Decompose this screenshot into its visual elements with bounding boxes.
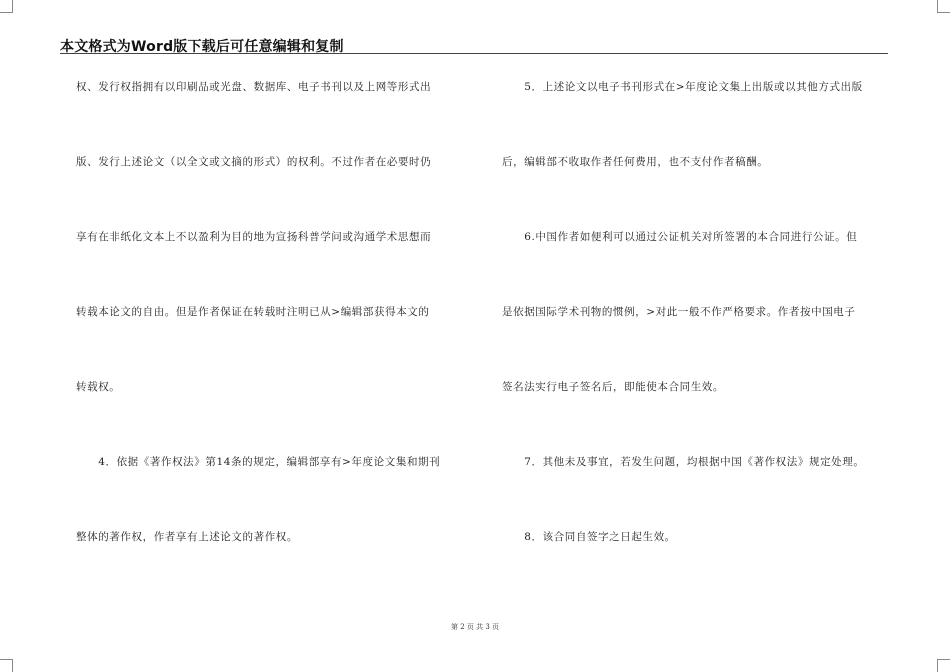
text-line: 5．上述论文以电子书刊形式在>年度论文集上出版或以其他方式出版 bbox=[502, 81, 863, 93]
crop-mark-bottom-left bbox=[0, 659, 13, 672]
text-line: 后，编辑部不收取作者任何费用，也不支付作者稿酬。 bbox=[502, 156, 769, 168]
crop-mark-bottom-right bbox=[937, 659, 950, 672]
text-line: 享有在非纸化文本上不以盈利为目的地为宣扬科普学问或沟通学术思想而 bbox=[76, 231, 432, 243]
text-line: 权、发行权指拥有以印刷品或光盘、数据库、电子书刊以及上网等形式出 bbox=[76, 81, 432, 93]
page-header-title: 本文格式为Word版下载后可任意编辑和复制 bbox=[60, 39, 344, 55]
page-number: 第 2 页 共 3 页 bbox=[450, 623, 500, 631]
text-line: 版、发行上述论文（以全文或文摘的形式）的权利。不过作者在必要时仍 bbox=[76, 156, 432, 168]
text-line: 4．依据《著作权法》第14条的规定，编辑部享有>年度论文集和期刊 bbox=[76, 456, 441, 468]
text-line: 转载本论文的自由。但是作者保证在转载时注明已从>编辑部获得本文的 bbox=[76, 306, 430, 318]
header-divider bbox=[60, 53, 888, 54]
text-line: 7．其他未及事宜，若发生问题，均根据中国《著作权法》规定处理。 bbox=[502, 456, 865, 468]
text-line: 6.中国作者如便利可以通过公证机关对所签署的本合同进行公证。但 bbox=[502, 231, 858, 243]
text-line: 8．该合同自签字之日起生效。 bbox=[502, 531, 676, 543]
crop-mark-top-left bbox=[0, 0, 13, 13]
text-line: 签名法实行电子签名后，即能使本合同生效。 bbox=[502, 381, 724, 393]
text-line: 转载权。 bbox=[76, 381, 121, 393]
text-line: 是依据国际学术刊物的惯例，>对此一般不作严格要求。作者按中国电子 bbox=[502, 306, 856, 318]
crop-mark-top-right bbox=[937, 0, 950, 13]
text-line: 整体的著作权，作者享有上述论文的著作权。 bbox=[76, 531, 298, 543]
